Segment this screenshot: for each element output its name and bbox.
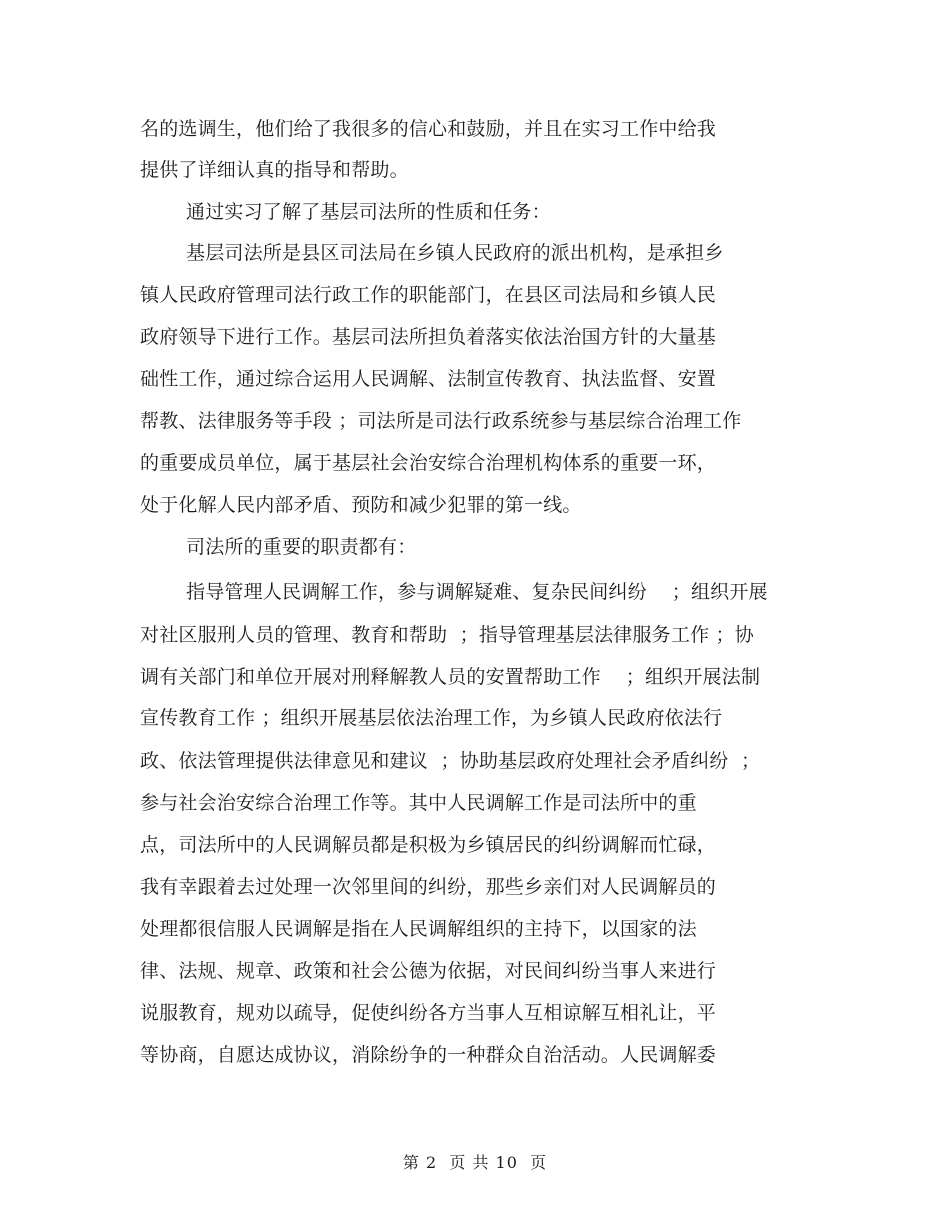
text-line-13: 对社区服刑人员的管理、教育和帮助 ；指导管理基层法律服务工作 ；协 (140, 624, 754, 646)
text-line-1: 名的选调生，他们给了我很多的信心和鼓励，并且在实习工作中给我 (140, 118, 717, 140)
text-line-20: 处理都很信服人民调解是指在人民调解组织的主持下，以国家的法 (140, 918, 697, 940)
text-line-7: 础性工作，通过综合运用人民调解、法制宣传教育、执法监督、安置 (140, 368, 717, 390)
text-line-11: 司法所的重要的职责都有： (186, 536, 417, 558)
text-line-8: 帮教、法律服务等手段 ；司法所是司法行政系统参与基层综合治理工作 (140, 410, 742, 432)
text-line-15: 宣传教育工作 ；组织开展基层依法治理工作，为乡镇人民政府依法行 (140, 707, 723, 729)
text-line-6: 政府领导下进行工作。基层司法所担负着落实依法治国方针的大量基 (140, 326, 717, 348)
text-line-2: 提供了详细认真的指导和帮助。 (140, 159, 409, 181)
text-line-12: 指导管理人民调解工作，参与调解疑难、复杂民间纠纷 ；组织开展 (186, 581, 768, 603)
text-line-10: 处于化解人民内部矛盾、预防和减少犯罪的第一线。 (140, 494, 582, 516)
text-line-22: 说服教育，规劝以疏导，促使纠纷各方当事人互相谅解互相礼让，平 (140, 1002, 717, 1024)
text-line-18: 点，司法所中的人民调解员都是积极为乡镇居民的纠纷调解而忙碌， (140, 834, 717, 856)
text-line-3: 通过实习了解了基层司法所的性质和任务： (186, 201, 551, 223)
text-line-23: 等协商，自愿达成协议，消除纷争的一种群众自治活动。人民调解委 (140, 1044, 717, 1066)
text-line-17: 参与社会治安综合治理工作等。其中人民调解工作是司法所中的重 (140, 792, 697, 814)
text-line-14: 调有关部门和单位开展对刑释解教人员的安置帮助工作 ；组织开展法制 (140, 666, 761, 688)
page-number-footer: 第 2 页 共 10 页 (402, 1153, 548, 1172)
text-line-21: 律、法规、规章、政策和社会公德为依据，对民间纠纷当事人来进行 (140, 960, 717, 982)
text-line-16: 政、依法管理提供法律意见和建议 ；协助基层政府处理社会矛盾纠纷 ； (140, 750, 761, 772)
text-line-5: 镇人民政府管理司法行政工作的职能部门，在县区司法局和乡镇人民 (140, 284, 717, 306)
text-line-4: 基层司法所是县区司法局在乡镇人民政府的派出机构，是承担乡 (186, 242, 724, 264)
text-line-9: 的重要成员单位，属于基层社会治安综合治理机构体系的重要一环， (140, 452, 717, 474)
text-line-19: 我有幸跟着去过处理一次邻里间的纠纷，那些乡亲们对人民调解员的 (140, 876, 717, 898)
